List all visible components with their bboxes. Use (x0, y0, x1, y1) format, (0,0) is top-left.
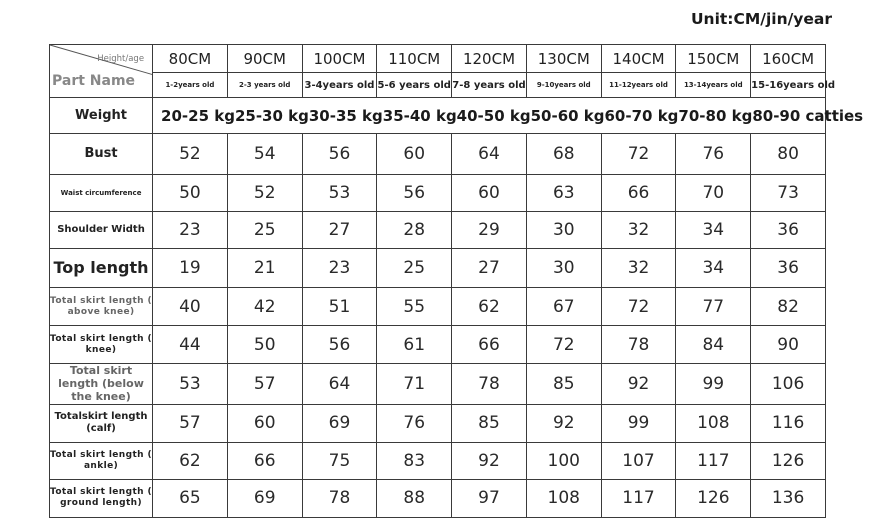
value-cell: 76 (676, 134, 751, 175)
value-cell: 27 (302, 212, 377, 249)
value-cell: 32 (601, 249, 676, 288)
value-cell: 136 (751, 479, 826, 517)
value-cell: 60 (452, 175, 527, 212)
value-cell: 52 (153, 134, 228, 175)
size-header-cell: 130CM (526, 45, 601, 73)
value-cell: 126 (676, 479, 751, 517)
value-cell: 62 (452, 288, 527, 326)
corner-bottom-label: Part Name (52, 73, 136, 89)
value-cell: 56 (302, 326, 377, 364)
value-cell: 51 (302, 288, 377, 326)
row-label: Total skirt length ( ankle) (50, 442, 153, 479)
value-cell: 29 (452, 212, 527, 249)
value-cell: 82 (751, 288, 826, 326)
value-cell: 69 (227, 479, 302, 517)
value-cell: 75 (302, 442, 377, 479)
age-header-cell: 13-14years old (676, 73, 751, 98)
value-cell: 27 (452, 249, 527, 288)
value-cell: 62 (153, 442, 228, 479)
table-row (50, 404, 826, 442)
table-row (50, 249, 826, 288)
value-cell: 28 (377, 212, 452, 249)
value-cell: 100 (526, 442, 601, 479)
corner-divider (50, 45, 152, 97)
row-label: Shoulder Width (50, 212, 153, 249)
value-cell: 21 (227, 249, 302, 288)
size-header-cell: 80CM (153, 45, 228, 73)
row-label: Total skirt length ( knee) (50, 326, 153, 364)
value-cell: 50 (227, 326, 302, 364)
value-cell: 69 (302, 404, 377, 442)
unit-label: Unit:CM/jin/year (690, 10, 832, 28)
value-cell: 90 (751, 326, 826, 364)
value-cell: 117 (601, 479, 676, 517)
value-cell: 78 (452, 364, 527, 405)
value-cell: 57 (227, 364, 302, 405)
value-cell: 23 (302, 249, 377, 288)
value-cell: 84 (676, 326, 751, 364)
value-cell: 25 (227, 212, 302, 249)
size-header-cell: 90CM (227, 45, 302, 73)
size-header-cell: 110CM (377, 45, 452, 73)
value-cell: 65 (153, 479, 228, 517)
page-title-cutoff (0, 0, 871, 5)
value-cell: 44 (153, 326, 228, 364)
value-cell: 116 (751, 404, 826, 442)
value-cell: 53 (302, 175, 377, 212)
value-cell: 78 (601, 326, 676, 364)
value-cell: 66 (601, 175, 676, 212)
corner-top-label: Height/age (97, 54, 145, 64)
value-cell: 77 (676, 288, 751, 326)
weight-row (50, 98, 826, 134)
value-cell: 108 (676, 404, 751, 442)
age-header-cell: 1-2years old (153, 73, 228, 98)
value-cell: 92 (601, 364, 676, 405)
value-cell: 72 (601, 134, 676, 175)
value-cell: 83 (377, 442, 452, 479)
value-cell: 66 (227, 442, 302, 479)
value-cell: 55 (377, 288, 452, 326)
value-cell: 73 (751, 175, 826, 212)
value-cell: 68 (526, 134, 601, 175)
value-cell: 64 (452, 134, 527, 175)
value-cell: 36 (751, 212, 826, 249)
table-row (50, 288, 826, 326)
value-cell: 61 (377, 326, 452, 364)
row-label: Total skirt length (below the knee) (50, 364, 153, 405)
value-cell: 117 (676, 442, 751, 479)
value-cell: 85 (452, 404, 527, 442)
size-header-cell: 140CM (601, 45, 676, 73)
value-cell: 70 (676, 175, 751, 212)
value-cell: 34 (676, 212, 751, 249)
value-cell: 80 (751, 134, 826, 175)
row-label: Top length (50, 249, 153, 288)
size-header-cell: 120CM (452, 45, 527, 73)
age-header-cell: 11-12years old (601, 73, 676, 98)
value-cell: 23 (153, 212, 228, 249)
table-row (50, 442, 826, 479)
value-cell: 108 (526, 479, 601, 517)
value-cell: 76 (377, 404, 452, 442)
value-cell: 56 (377, 175, 452, 212)
value-cell: 34 (676, 249, 751, 288)
table-row (50, 134, 826, 175)
weight-values (153, 98, 864, 134)
value-cell: 92 (526, 404, 601, 442)
value-cell: 67 (526, 288, 601, 326)
value-cell: 30 (526, 212, 601, 249)
value-cell: 56 (302, 134, 377, 175)
value-cell: 19 (153, 249, 228, 288)
weight-text: 20-25 kg25-30 kg30-35 kg35-40 kg40-50 kg50-60 kg60-70 kg70-80 kg80-90 catties (161, 106, 864, 125)
value-cell: 99 (676, 364, 751, 405)
value-cell: 25 (377, 249, 452, 288)
size-header-cell: 100CM (302, 45, 377, 73)
value-cell: 36 (751, 249, 826, 288)
value-cell: 50 (153, 175, 228, 212)
value-cell: 32 (601, 212, 676, 249)
row-label: Waist circumference (50, 175, 153, 212)
size-header-row (50, 45, 826, 73)
value-cell: 78 (302, 479, 377, 517)
value-cell: 63 (526, 175, 601, 212)
age-header-cell: 3-4years old (302, 73, 377, 98)
value-cell: 60 (377, 134, 452, 175)
table-row (50, 364, 826, 405)
value-cell: 99 (601, 404, 676, 442)
value-cell: 97 (452, 479, 527, 517)
row-label: Bust (50, 134, 153, 175)
value-cell: 126 (751, 442, 826, 479)
value-cell: 42 (227, 288, 302, 326)
value-cell: 40 (153, 288, 228, 326)
size-chart-table (49, 44, 864, 518)
value-cell: 92 (452, 442, 527, 479)
row-label: Total skirt length ( ground length) (50, 479, 153, 517)
value-cell: 88 (377, 479, 452, 517)
age-header-cell: 15-16years old (751, 73, 826, 98)
age-header-cell: 9-10years old (526, 73, 601, 98)
value-cell: 53 (153, 364, 228, 405)
table-row (50, 175, 826, 212)
corner-cell (50, 45, 153, 98)
value-cell: 64 (302, 364, 377, 405)
age-header-cell: 5-6 years old (377, 73, 452, 98)
value-cell: 72 (526, 326, 601, 364)
value-cell: 54 (227, 134, 302, 175)
value-cell: 60 (227, 404, 302, 442)
value-cell: 52 (227, 175, 302, 212)
value-cell: 107 (601, 442, 676, 479)
row-label: Total skirt length ( above knee) (50, 288, 153, 326)
value-cell: 72 (601, 288, 676, 326)
table-row (50, 212, 826, 249)
age-header-row (50, 73, 826, 98)
table-row (50, 326, 826, 364)
age-header-cell: 2-3 years old (227, 73, 302, 98)
value-cell: 85 (526, 364, 601, 405)
age-header-cell: 7-8 years old (452, 73, 527, 98)
size-header-cell: 160CM (751, 45, 826, 73)
value-cell: 71 (377, 364, 452, 405)
value-cell: 30 (526, 249, 601, 288)
row-label: Totalskirt length (calf) (50, 404, 153, 442)
size-header-cell: 150CM (676, 45, 751, 73)
row-label-weight: Weight (50, 98, 153, 134)
value-cell: 57 (153, 404, 228, 442)
value-cell: 66 (452, 326, 527, 364)
value-cell: 106 (751, 364, 826, 405)
table-row (50, 479, 826, 517)
